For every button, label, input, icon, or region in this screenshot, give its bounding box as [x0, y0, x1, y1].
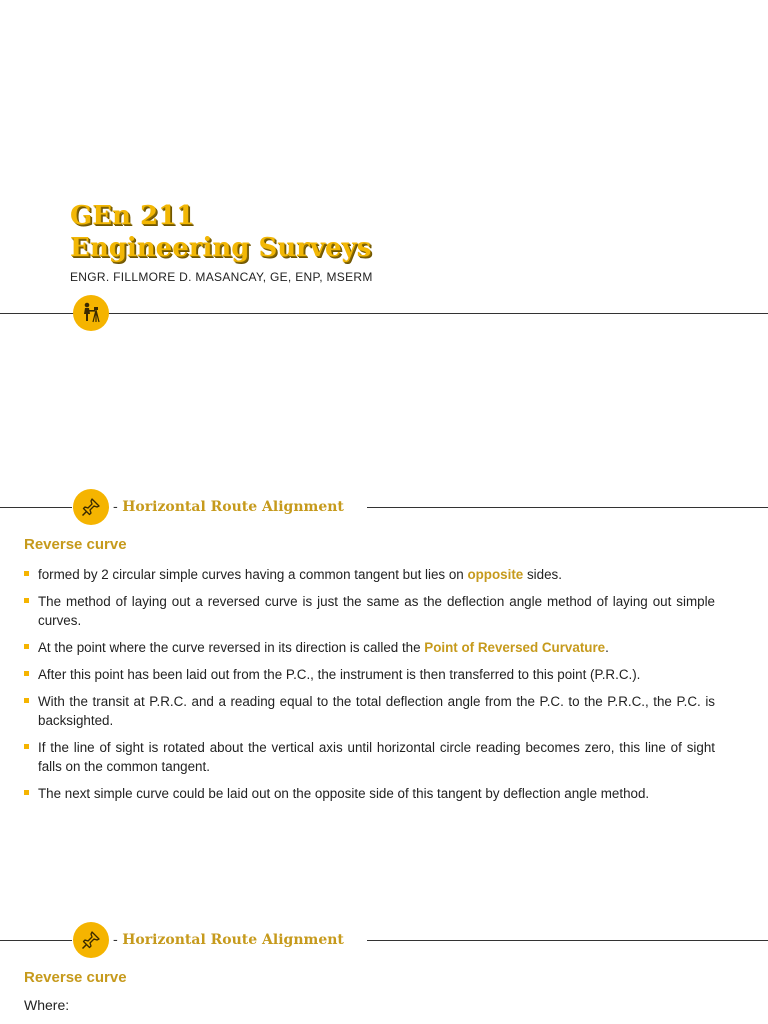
section-badge: [73, 922, 109, 958]
bullet-marker: [24, 790, 29, 795]
list-item: The method of laying out a reversed curve is just the same as the deflection angle method of laying out simple curves.: [24, 592, 715, 630]
pushpin-icon: [81, 497, 101, 517]
surveyor-icon: [79, 301, 103, 325]
list-item: At the point where the curve reversed in its direction is called the Point of Reversed Curvature.: [24, 638, 715, 657]
bullet-marker: [24, 698, 29, 703]
slide-subtitle: Reverse curve: [24, 536, 127, 553]
pushpin-icon: [81, 930, 101, 950]
list-item: With the transit at P.R.C. and a reading equal to the total deflection angle from the P.C. to the P.R.C., the P.C. is backsighted.: [24, 692, 715, 730]
header-dash: -: [113, 499, 123, 515]
surveyor-badge: [73, 295, 109, 331]
header-dash: -: [113, 932, 123, 948]
list-item: If the line of sight is rotated about the vertical axis until horizontal circle reading becomes zero, this line of sight falls on the common tangent.: [24, 738, 715, 776]
section-header: [113, 931, 344, 949]
where-label: Where:: [24, 997, 70, 1013]
section-title: Horizontal Route Alignment: [122, 932, 344, 948]
section-rule-right: [367, 940, 768, 941]
bullet-marker: [24, 744, 29, 749]
bullet-list: [24, 565, 715, 811]
author-line: ENGR. FILLMORE D. MASANCAY, GE, ENP, MSERM: [70, 270, 373, 284]
section-title: Horizontal Route Alignment: [122, 499, 344, 515]
section-header: [113, 498, 344, 516]
section-rule-left: [0, 507, 72, 508]
slide-subtitle: Reverse curve: [24, 969, 127, 986]
bullet-marker: [24, 644, 29, 649]
list-item: The next simple curve could be laid out on the opposite side of this tangent by deflection angle method.: [24, 784, 715, 803]
section-rule-left: [0, 940, 72, 941]
list-item: formed by 2 circular simple curves having a common tangent but lies on opposite sides.: [24, 565, 715, 584]
bullet-marker: [24, 671, 29, 676]
list-item: After this point has been laid out from the P.C., the instrument is then transferred to this point (P.R.C.).: [24, 665, 715, 684]
title-divider: [0, 313, 768, 314]
section-rule-right: [367, 507, 768, 508]
course-name: Engineering Surveys: [70, 233, 372, 263]
section-badge: [73, 489, 109, 525]
course-code: GEn 211: [70, 201, 195, 231]
bullet-marker: [24, 571, 29, 576]
bullet-marker: [24, 598, 29, 603]
course-title: [70, 200, 371, 264]
